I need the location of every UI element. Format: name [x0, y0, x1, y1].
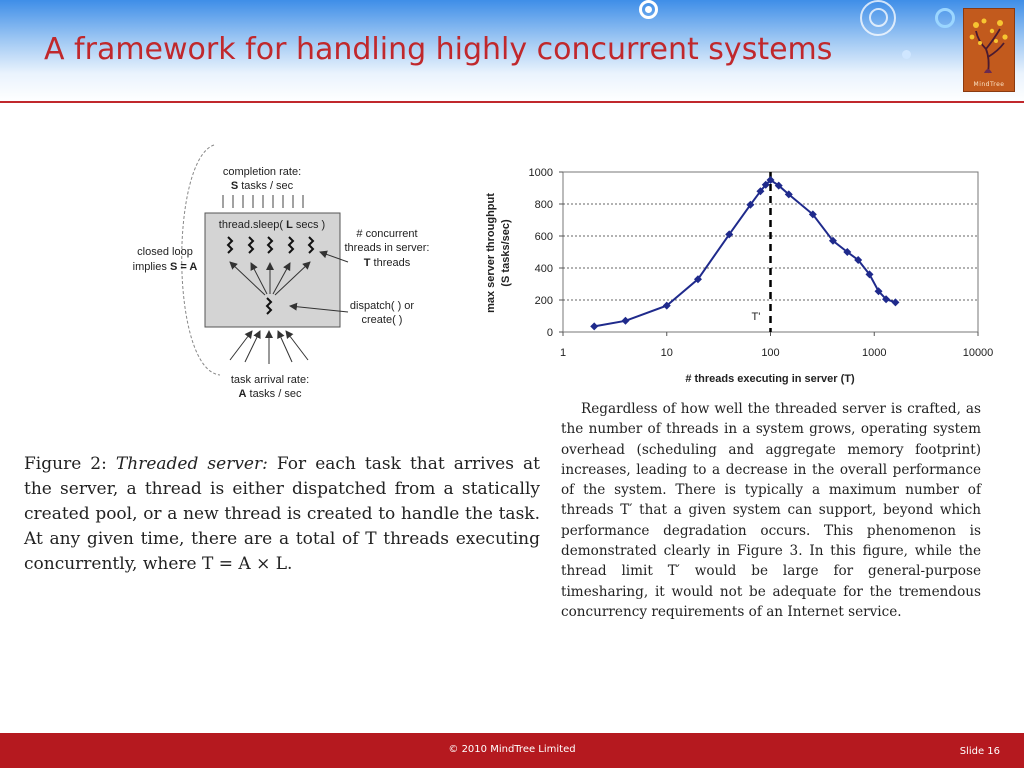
figure-title: Threaded server: [115, 454, 268, 474]
throughput-series-line [594, 180, 895, 326]
closed-loop-implies: implies S = A [132, 261, 198, 273]
y-tick-label: 600 [534, 231, 553, 243]
completion-ticks [223, 195, 303, 208]
slide-footer [0, 733, 1024, 768]
concurrent-label-3: T threads [363, 257, 411, 269]
slide-number: Slide 16 [959, 746, 1000, 757]
data-point [621, 317, 629, 325]
decorative-ring-inner [645, 6, 652, 13]
concurrent-label-2: threads in server: [344, 242, 430, 254]
box-label: thread.sleep( L secs ) [218, 219, 326, 231]
body-paragraph: Regardless of how well the threaded server is crafted, as the number of threads in a system grows, operating system overhead (scheduling and aggregate memory footprint) increases, leading to a decrease in the overall performance of the system. There is typically a maximum number of threads T′ that a given system can support, beyond which performance degradation occurs. This phenomenon is demonstrated clearly in Figure 3. In this figure, while the thread limit T′ would be large for general-purpose timesharing, it would not be adequate for the tremendous concurrency requirements of an Internet service. [561, 401, 981, 620]
closed-loop-label: closed loop [137, 246, 193, 258]
y-tick-label: 0 [546, 327, 553, 339]
x-tick-label: 10 [660, 347, 673, 359]
y-tick-label: 200 [534, 295, 553, 307]
footer-copyright: © 2010 MindTree Limited [448, 744, 576, 755]
mindtree-logo [963, 8, 1015, 92]
completion-rate-label: completion rate: [222, 166, 302, 178]
dispatch-label-1: dispatch( ) or [349, 300, 415, 312]
threaded-server-diagram [110, 140, 450, 410]
y-tick-label: 400 [534, 263, 553, 275]
dispatch-label-2: create( ) [361, 314, 403, 326]
y-tick-label: 1000 [528, 167, 553, 179]
logo-text: MindTree [973, 81, 1005, 88]
arrival-rate-label: task arrival rate: [230, 374, 310, 386]
arrival-arrows [230, 331, 308, 364]
completion-rate-value: S tasks / sec [230, 180, 294, 192]
decorative-ring-large-inner [869, 8, 888, 27]
y-tick-label: 800 [534, 199, 553, 211]
threshold-marker-label: T' [751, 311, 761, 323]
throughput-chart [478, 158, 1008, 390]
figure-caption-text: For each task that arrives at the server, a thread is either dispatched from a statically created pool, or a new thread is created to handle the task. At any given time, there are a total of T threads executing concurrently, where T = A × L. [24, 454, 540, 574]
x-tick-label: 1000 [862, 347, 887, 359]
y-axis-label-2: (S tasks/sec) [500, 219, 512, 287]
x-tick-label: 100 [761, 347, 780, 359]
figure-caption [24, 452, 540, 577]
x-tick-label: 1 [559, 347, 567, 359]
data-point [590, 322, 598, 330]
concurrent-label-1: # concurrent [356, 228, 418, 240]
x-axis-label: # threads executing in server (T) [685, 373, 855, 385]
figure-label: Figure 2: [24, 454, 107, 474]
decorative-dot [902, 50, 911, 59]
header-divider [0, 101, 1024, 103]
y-axis-label-1: max server throughput [485, 193, 497, 313]
slide-title: A framework for handling highly concurrent systems [44, 32, 833, 67]
arrival-rate-value: A tasks / sec [238, 388, 302, 400]
decorative-ring-medium [935, 8, 955, 28]
x-tick-label: 10000 [962, 347, 994, 359]
